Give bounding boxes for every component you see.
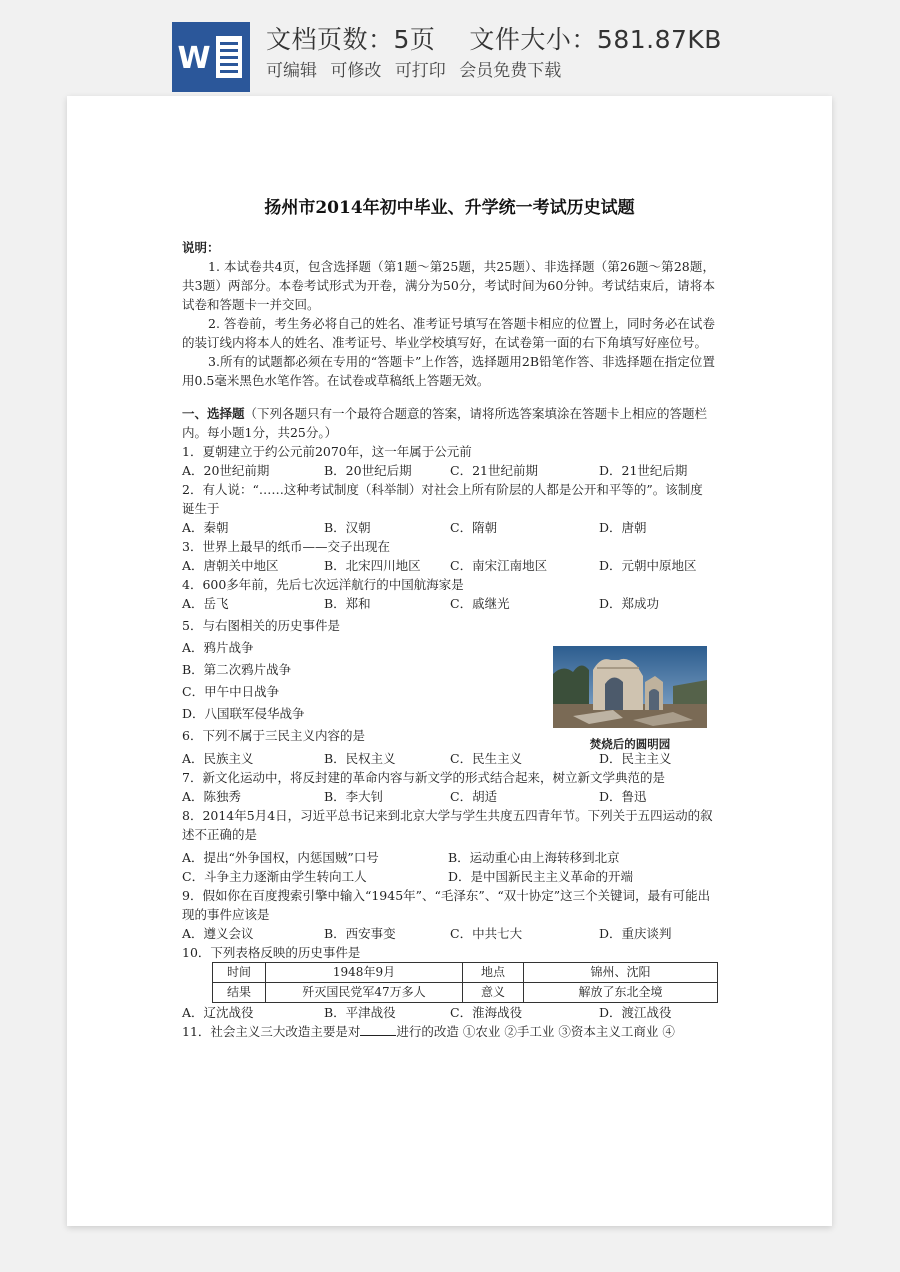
option-d: D．唐朝 — [599, 520, 647, 535]
section-description: （下列各题只有一个最符合题意的答案，请将所选答案填涂在答题卡上相应的答题栏内。每小题1分，共25分。） — [182, 406, 708, 440]
option-a: A．鸦片战争 — [182, 640, 254, 655]
yuanmingyuan-ruins-photo — [553, 646, 707, 728]
feature-printable: 可打印 — [394, 61, 446, 81]
question-10-options — [182, 1003, 715, 1022]
question-4-options — [182, 594, 715, 613]
option-c: C．隋朝 — [450, 520, 498, 535]
option-b: B．20世纪后期 — [324, 463, 412, 478]
download-banner — [0, 0, 900, 96]
option-d: D．民主主义 — [599, 751, 672, 766]
question-3-options — [182, 556, 715, 575]
table-cell: 时间 — [213, 963, 266, 983]
option-a: A．唐朝关中地区 — [182, 558, 279, 573]
option-c: C．胡适 — [450, 789, 498, 804]
option-b: B．运动重心由上海转移到北京 — [448, 850, 620, 865]
answer-blank — [360, 1023, 396, 1036]
question-7-options — [182, 787, 715, 806]
option-b: B．郑和 — [324, 596, 371, 611]
option-b: B．民权主义 — [324, 751, 396, 766]
option-d: D．郑成功 — [599, 596, 660, 611]
document-page — [67, 96, 832, 1226]
question-9: 9．假如你在百度搜索引擎中输入“1945年”、“毛泽东”、“双十协定”这三个关键词，最有可能出现的事件应该是 — [182, 888, 711, 922]
table-cell: 锦州、沈阳 — [524, 963, 718, 983]
figure-caption: 焚烧后的圆明园 — [589, 737, 671, 751]
option-b: B．平津战役 — [324, 1005, 396, 1020]
option-d: D．鲁迅 — [599, 789, 647, 804]
question-8-options-row-1 — [182, 848, 715, 867]
word-document-icon — [172, 22, 250, 92]
option-b: B．北宋四川地区 — [324, 558, 421, 573]
question-9-options — [182, 924, 715, 943]
option-a: A．遵义会议 — [182, 926, 254, 941]
option-c: C．21世纪前期 — [450, 463, 538, 478]
option-b: B．汉朝 — [324, 520, 371, 535]
page-count: 文档页数：5页 — [266, 25, 436, 54]
option-d: D．渡江战役 — [599, 1005, 672, 1020]
option-c: C．民生主义 — [450, 751, 523, 766]
option-b: B．第二次鸦片战争 — [182, 662, 292, 677]
feature-member-download: 会员免费下载 — [459, 61, 562, 81]
option-a: A．秦朝 — [182, 520, 229, 535]
table-row — [213, 963, 718, 983]
option-a: A．岳飞 — [182, 596, 229, 611]
option-d: D．八国联军侵华战争 — [182, 706, 305, 721]
option-c: C．斗争主力逐渐由学生转向工人 — [182, 869, 367, 884]
notes-heading: 说明： — [182, 240, 220, 255]
option-c: C．中共七大 — [450, 926, 523, 941]
table-cell: 歼灭国民党军47万多人 — [266, 983, 463, 1003]
option-d: D．21世纪后期 — [599, 463, 688, 478]
question-11-text-end: 进行的改造 ①农业 ②手工业 ③资本主义工商业 ④ — [396, 1024, 675, 1039]
feature-modifiable: 可修改 — [330, 61, 382, 81]
question-11 — [182, 1022, 715, 1041]
option-a: A．提出“外争国权，内惩国贼”口号 — [182, 850, 379, 865]
file-info — [266, 20, 722, 56]
option-c: C．淮海战役 — [450, 1005, 523, 1020]
feature-list — [266, 56, 569, 81]
question-7: 7．新文化运动中，将反封建的革命内容与新文学的形式结合起来，树立新文学典范的是 — [182, 770, 665, 785]
option-c: C．南宋江南地区 — [450, 558, 548, 573]
question-1-options — [182, 461, 715, 480]
option-d: D．是中国新民主主义革命的开端 — [448, 869, 634, 884]
option-b: B．西安事变 — [324, 926, 396, 941]
question-11-text-start: 11．社会主义三大改造主要是对 — [182, 1024, 361, 1039]
table-row — [213, 983, 718, 1003]
question-4: 4．600多年前，先后七次远洋航行的中国航海家是 — [182, 577, 464, 592]
question-10: 10．下列表格反映的历史事件是 — [182, 945, 361, 960]
question-2-options — [182, 518, 715, 537]
option-c: C．甲午中日战争 — [182, 684, 280, 699]
question-8: 8．2014年5月4日，习近平总书记来到北京大学与学生共度五四青年节。下列关于五四运动的叙述不正确的是 — [182, 808, 713, 842]
option-a: A．20世纪前期 — [182, 463, 270, 478]
option-a: A．辽沈战役 — [182, 1005, 254, 1020]
note-1: 1. 本试卷共4页，包含选择题（第1题～第25题，共25题）、非选择题（第26题～第28题，共3题）两部分。本卷考试形式为开卷，满分为50分，考试时间为60分钟。考试结束后，请将本试卷和答题卡一并交回。 — [182, 259, 715, 312]
feature-editable: 可编辑 — [266, 61, 317, 81]
file-size: 文件大小：581.87KB — [469, 25, 722, 54]
table-cell: 意义 — [463, 983, 524, 1003]
option-c: C．戚继光 — [450, 596, 510, 611]
page-title: 扬州市2014年初中毕业、升学统一考试历史试题 — [264, 198, 635, 218]
question-6: 6．下列不属于三民主义内容的是 — [182, 728, 365, 743]
note-2: 2. 答卷前，考生务必将自己的姓名、准考证号填写在答题卡相应的位置上，同时务必在试卷的装订线内将本人的姓名、准考证号、毕业学校填写好，在试卷第一面的右下角填写好座位号。 — [182, 316, 715, 350]
question-8-options-row-2 — [182, 867, 715, 886]
note-3: 3.所有的试题都必须在专用的“答题卡”上作答，选择题用2B铅笔作答、非选择题在指定位置用0.5毫米黑色水笔作答。在试卷或草稿纸上答题无效。 — [182, 354, 715, 388]
question-1: 1．夏朝建立于约公元前2070年，这一年属于公元前 — [182, 444, 472, 459]
question-2: 2．有人说：“……这种考试制度（科举制）对社会上所有阶层的人都是公开和平等的”。该制度诞生于 — [182, 482, 703, 516]
table-cell: 结果 — [213, 983, 266, 1003]
section-title: 一、选择题 — [182, 406, 245, 421]
question-3: 3．世界上最早的纸币——交子出现在 — [182, 539, 390, 554]
document-body — [182, 238, 715, 1041]
option-b: B．李大钊 — [324, 789, 384, 804]
question-10-table — [212, 962, 718, 1003]
option-a: A．民族主义 — [182, 751, 254, 766]
option-d: D．重庆谈判 — [599, 926, 672, 941]
table-cell: 1948年9月 — [266, 963, 463, 983]
table-cell: 解放了东北全境 — [524, 983, 718, 1003]
option-d: D．元朝中原地区 — [599, 558, 697, 573]
question-5: 5．与右图相关的历史事件是 — [182, 618, 340, 633]
word-icon-letter: W — [177, 41, 211, 76]
section-heading — [182, 404, 715, 442]
table-cell: 地点 — [463, 963, 524, 983]
option-a: A．陈独秀 — [182, 789, 242, 804]
